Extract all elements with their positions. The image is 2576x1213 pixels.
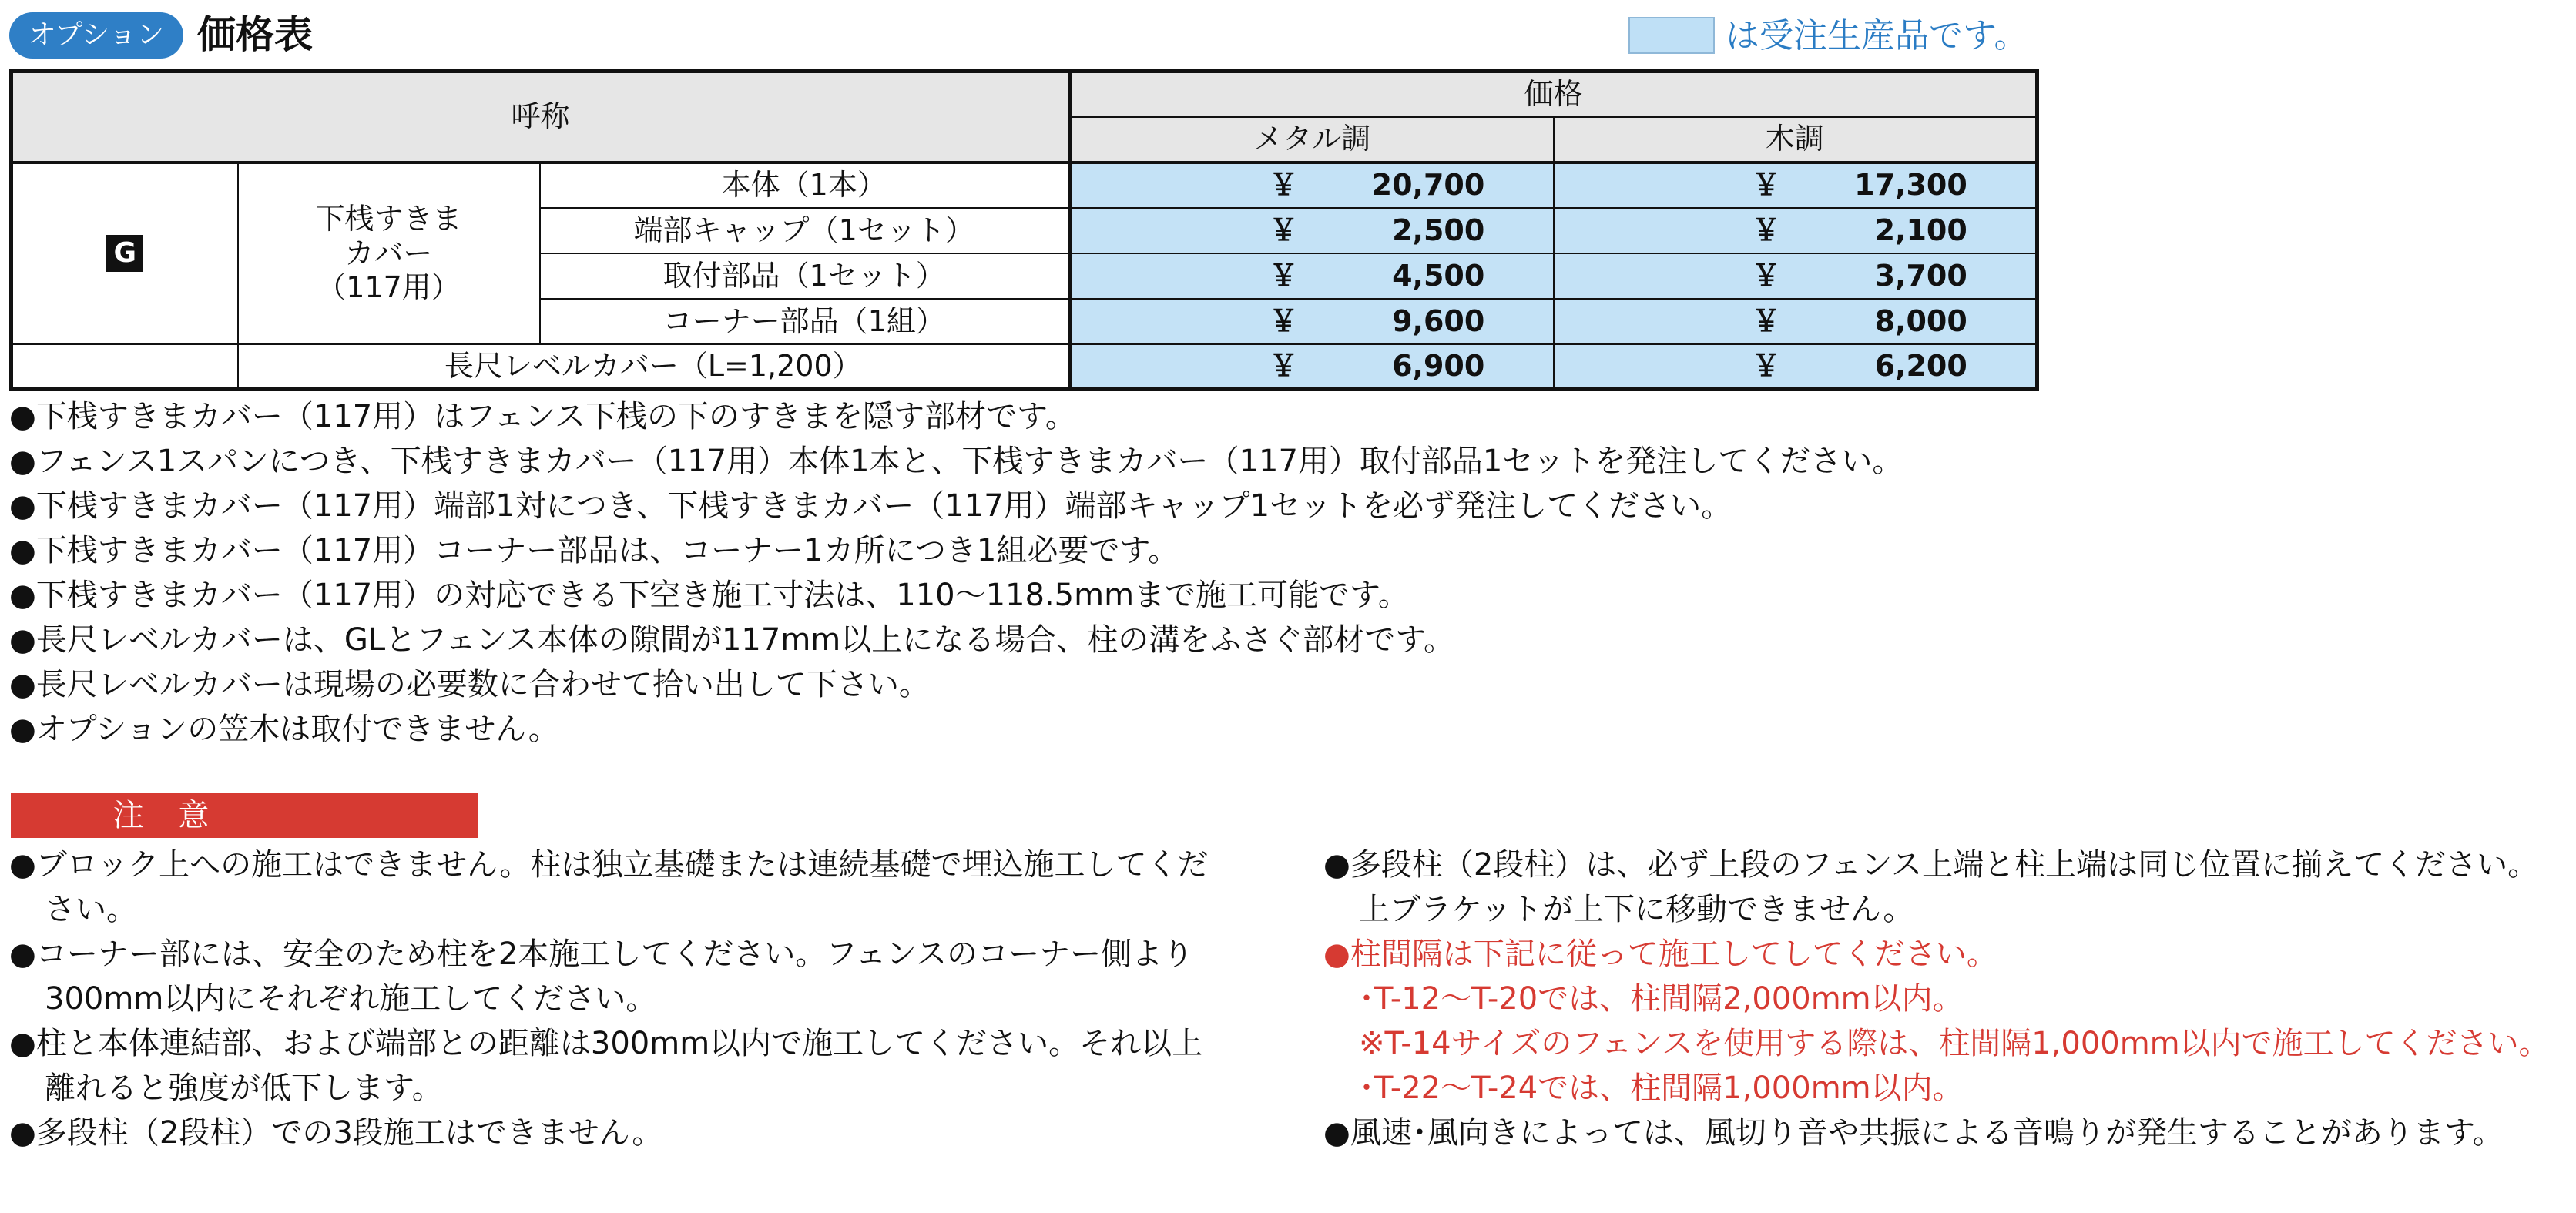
price-wood bbox=[1554, 299, 2038, 344]
price-wood bbox=[1554, 163, 2038, 208]
caution-item: ●多段柱（2段柱）での3段施工はできません。 bbox=[9, 1115, 663, 1151]
caution-label-text: 注 意 bbox=[112, 798, 222, 833]
caution-item: ●柱と本体連結部、および端部との距離は300mm以内で施工してください。それ以上 bbox=[9, 1026, 1203, 1061]
header bbox=[9, 6, 2043, 63]
yen-symbol: ￥ bbox=[1751, 348, 1781, 383]
price-value: 2,500 bbox=[1392, 213, 1485, 247]
header-price: 価格 bbox=[1070, 72, 2038, 117]
yen-symbol: ￥ bbox=[1751, 303, 1781, 338]
legend-swatch bbox=[1628, 17, 1715, 54]
caution-right-column bbox=[1323, 843, 2571, 1155]
yen-symbol: ￥ bbox=[1269, 303, 1299, 338]
row-name: 長尺レベルカバー（L=1,200） bbox=[238, 344, 1070, 390]
notes-list bbox=[9, 394, 2043, 752]
row-name: コーナー部品（1組） bbox=[540, 299, 1070, 344]
item-group-line: （117用） bbox=[317, 270, 461, 305]
table-row bbox=[12, 163, 2038, 208]
caution-subitem-red: ･T-12〜T-20では、柱間隔2,000mm以内。 bbox=[1359, 981, 1964, 1017]
header-wood: 木調 bbox=[1554, 117, 2038, 163]
price-metal bbox=[1070, 253, 1554, 299]
price-metal bbox=[1070, 344, 1554, 390]
note-item: ●オプションの笠木は取付できません。 bbox=[9, 712, 559, 747]
caution-item-continued: 上ブラケットが上下に移動できません。 bbox=[1359, 892, 1914, 927]
caution-subitem-red: ･T-22〜T-24では、柱間隔1,000mm以内。 bbox=[1359, 1071, 1964, 1106]
price-value: 3,700 bbox=[1874, 258, 1967, 293]
price-metal bbox=[1070, 163, 1554, 208]
row-name: 端部キャップ（1セット） bbox=[540, 208, 1070, 253]
price-value: 6,900 bbox=[1392, 348, 1485, 383]
note-item: ●長尺レベルカバーは現場の必要数に合わせて拾い出して下さい。 bbox=[9, 667, 930, 702]
page-title: 価格表 bbox=[197, 12, 313, 57]
group-cell bbox=[12, 163, 238, 344]
row-name: 本体（1本） bbox=[540, 163, 1070, 208]
yen-symbol: ￥ bbox=[1751, 258, 1781, 293]
item-group-cell bbox=[238, 163, 540, 344]
yen-symbol: ￥ bbox=[1751, 168, 1781, 203]
table-row bbox=[12, 344, 2038, 390]
price-value: 8,000 bbox=[1874, 303, 1967, 338]
row-name: 取付部品（1セット） bbox=[540, 253, 1070, 299]
yen-symbol: ￥ bbox=[1269, 168, 1299, 203]
legend-text: は受注生産品です。 bbox=[1726, 16, 2028, 55]
item-group-line: カバー bbox=[344, 236, 433, 270]
item-group-line: 下桟すきま bbox=[315, 201, 462, 236]
price-value: 2,100 bbox=[1874, 213, 1967, 247]
option-badge: オプション bbox=[9, 12, 183, 59]
caution-item: ●コーナー部には、安全のため柱を2本施工してください。フェンスのコーナー側より bbox=[9, 937, 1194, 972]
note-item: ●下桟すきまカバー（117用）端部1対につき、下桟すきまカバー（117用）端部キャップ1セットを必ず発注してください。 bbox=[9, 488, 1732, 524]
group-badge: G bbox=[106, 235, 143, 272]
note-item: ●フェンス1スパンにつき、下桟すきまカバー（117用）本体1本と、下桟すきまカバー（117用）取付部品1セットを発注してください。 bbox=[9, 444, 1903, 479]
caution-label bbox=[11, 793, 478, 838]
group-cell-empty bbox=[12, 344, 238, 390]
header-metal: メタル調 bbox=[1070, 117, 1554, 163]
price-wood bbox=[1554, 208, 2038, 253]
caution-item-continued: 300mm以内にそれぞれ施工してください。 bbox=[45, 981, 657, 1017]
caution-item: ●風速･風向きによっては、風切り音や共振による音鳴りが発生することがあります。 bbox=[1323, 1115, 2504, 1151]
price-value: 9,600 bbox=[1392, 303, 1485, 338]
price-wood bbox=[1554, 344, 2038, 390]
table-header-row bbox=[12, 72, 2038, 117]
price-value: 17,300 bbox=[1854, 168, 1967, 203]
note-item: ●下桟すきまカバー（117用）はフェンス下桟の下のすきまを隠す部材です。 bbox=[9, 399, 1076, 434]
yen-symbol: ￥ bbox=[1269, 213, 1299, 247]
price-metal bbox=[1070, 208, 1554, 253]
price-value: 4,500 bbox=[1392, 258, 1485, 293]
price-table bbox=[9, 69, 2039, 391]
caution-item: ●ブロック上への施工はできません。柱は独立基礎または連続基礎で埋込施工してくだ bbox=[9, 847, 1209, 883]
yen-symbol: ￥ bbox=[1751, 213, 1781, 247]
price-wood bbox=[1554, 253, 2038, 299]
header-name: 呼称 bbox=[12, 72, 1070, 163]
caution-item-continued: 離れると強度が低下します。 bbox=[45, 1071, 443, 1106]
yen-symbol: ￥ bbox=[1269, 258, 1299, 293]
price-value: 6,200 bbox=[1874, 348, 1967, 383]
caution-item-red: ●柱間隔は下記に従って施工してしてください。 bbox=[1323, 937, 1997, 972]
yen-symbol: ￥ bbox=[1269, 348, 1299, 383]
caution-item: ●多段柱（2段柱）は、必ず上段のフェンス上端と柱上端は同じ位置に揃えてください。 bbox=[1323, 847, 2539, 883]
note-item: ●下桟すきまカバー（117用）コーナー部品は、コーナー1カ所につき1組必要です。 bbox=[9, 533, 1179, 568]
price-value: 20,700 bbox=[1371, 168, 1485, 203]
note-item: ●長尺レベルカバーは、GLとフェンス本体の隙間が117mm以上になる場合、柱の溝をふさぐ部材です。 bbox=[9, 622, 1455, 658]
note-item: ●下桟すきまカバー（117用）の対応できる下空き施工寸法は、110〜118.5mmまで施工可能です。 bbox=[9, 578, 1409, 613]
caution-item-continued: さい。 bbox=[45, 892, 137, 927]
price-metal bbox=[1070, 299, 1554, 344]
caution-subitem-red: ※T-14サイズのフェンスを使用する際は、柱間隔1,000mm以内で施工してください。 bbox=[1359, 1026, 2550, 1061]
caution-left-column bbox=[9, 843, 1273, 1155]
